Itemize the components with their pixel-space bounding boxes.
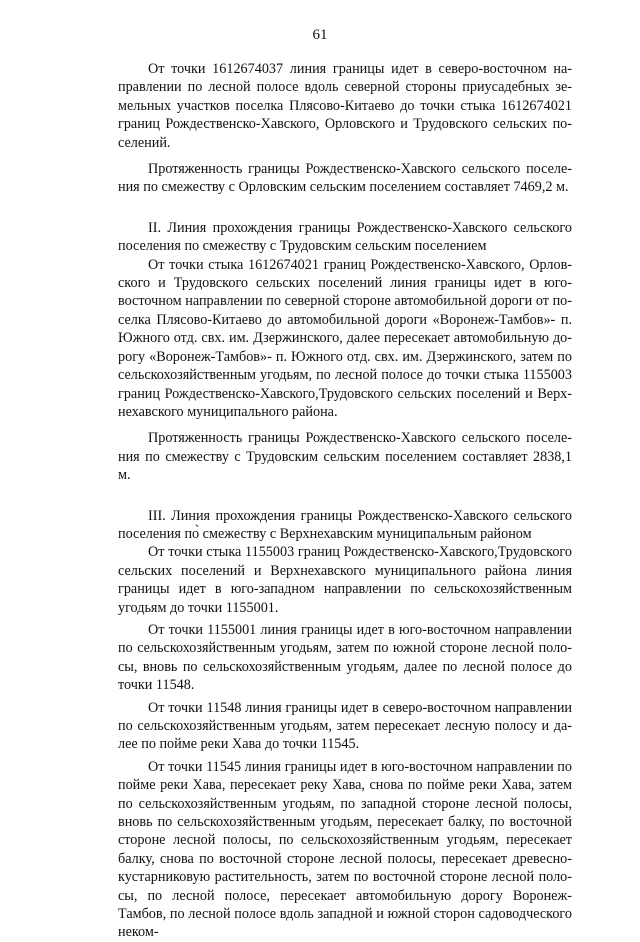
- paragraph-1: От точки 1612674037 линия границы идет в северо-восточном направлении по лесной полосе вдоль северной стороны приусадебных земельных участков поселка Плясово-Китаево до точки стыка 1612674021 границ Рождественско-Хавского, Орловского и Трудовского сельских поселений.: [118, 61, 572, 151]
- paragraph-8: От точки 11545 линия границы идет в юго-восточном направлении по пойме реки Хава, пересекает реку Хава, снова по пойме реки Хава, затем по сельскохозяйственным угодьям, по западной стороне лесной полосы, вновь по сельскохозяйственным угодьям, пересекает балку, по восточной стороне лесной полосы, по сельскохозяйственным угодьям, пересекает балку, снова по восточной стороне лесной полосы, пересекает древесно-кустарниковую растительность, затем по восточной стороне лесной полосы, по лесной полосе, пересекает автомобильную дорогу Воронеж-Тамбов, по лесной полосе вдоль западной и южной сторон садоводческого неком-: [118, 758, 572, 941]
- paragraph-2: Протяженность границы Рождественско-Хавского сельского поселения по смежеству с Орловским сельским поселением составляет 7469,2 м.: [118, 161, 572, 196]
- section-heading-3: III. Линия прохождения границы Рождественско-Хавского сельского поселения по̀ смежеству с Верхнехавским муниципальным районом: [118, 507, 572, 542]
- paragraph-5: От точки стыка 1155003 границ Рождественско-Хавского,Трудовского сельских поселений и Верхнехавского муниципального района линия границы идет в юго-западном направлении по сельскохозяйственным угодьям до точки 1155001.: [118, 544, 572, 616]
- paragraph-4: Протяженность границы Рождественско-Хавского сельского поселения по смежеству с Трудовским сельским поселением составляет 2838,1 м.: [118, 430, 572, 484]
- page-number: 61: [312, 27, 328, 43]
- document-body: [118, 60, 572, 942]
- paragraph-3: От точки стыка 1612674021 границ Рождественско-Хавского, Орловского и Трудовского сельских поселений линия границы идет в юго-восточном направлении по северной стороне автомобильной дороги от поселка Плясово-Китаево до автомобильной дороги «Воронеж-Тамбов»- п. Южного отд. свх. им. Дзержинского, далее пересекает автомобильную дорогу «Воронеж-Тамбов»- п. Южного отд. свх. им. Дзержинского, затем по сельскохозяйственным угодьям, по лесной полосе до точки стыка 1155003 границ Рождественско-Хавского,Трудовского сельских поселений и Верхнехавского муниципального района.: [118, 256, 572, 420]
- paragraph-6: От точки 1155001 линия границы идет в юго-восточном направлении по сельскохозяйственным угодьям, затем по южной стороне лесной полосы, вновь по сельскохозяйственным угодьям, далее по лесной полосе до точки 11548.: [118, 621, 572, 694]
- paragraph-7: От точки 11548 линия границы идет в северо-восточном направлении по сельскохозяйственным угодьям, затем пересекает лесную полосу и далее по пойме реки Хава до точки 11545.: [118, 699, 572, 753]
- section-heading-2: II. Линия прохождения границы Рождественско-Хавского сельского поселения по смежеству с Трудовским сельским поселением: [118, 219, 572, 255]
